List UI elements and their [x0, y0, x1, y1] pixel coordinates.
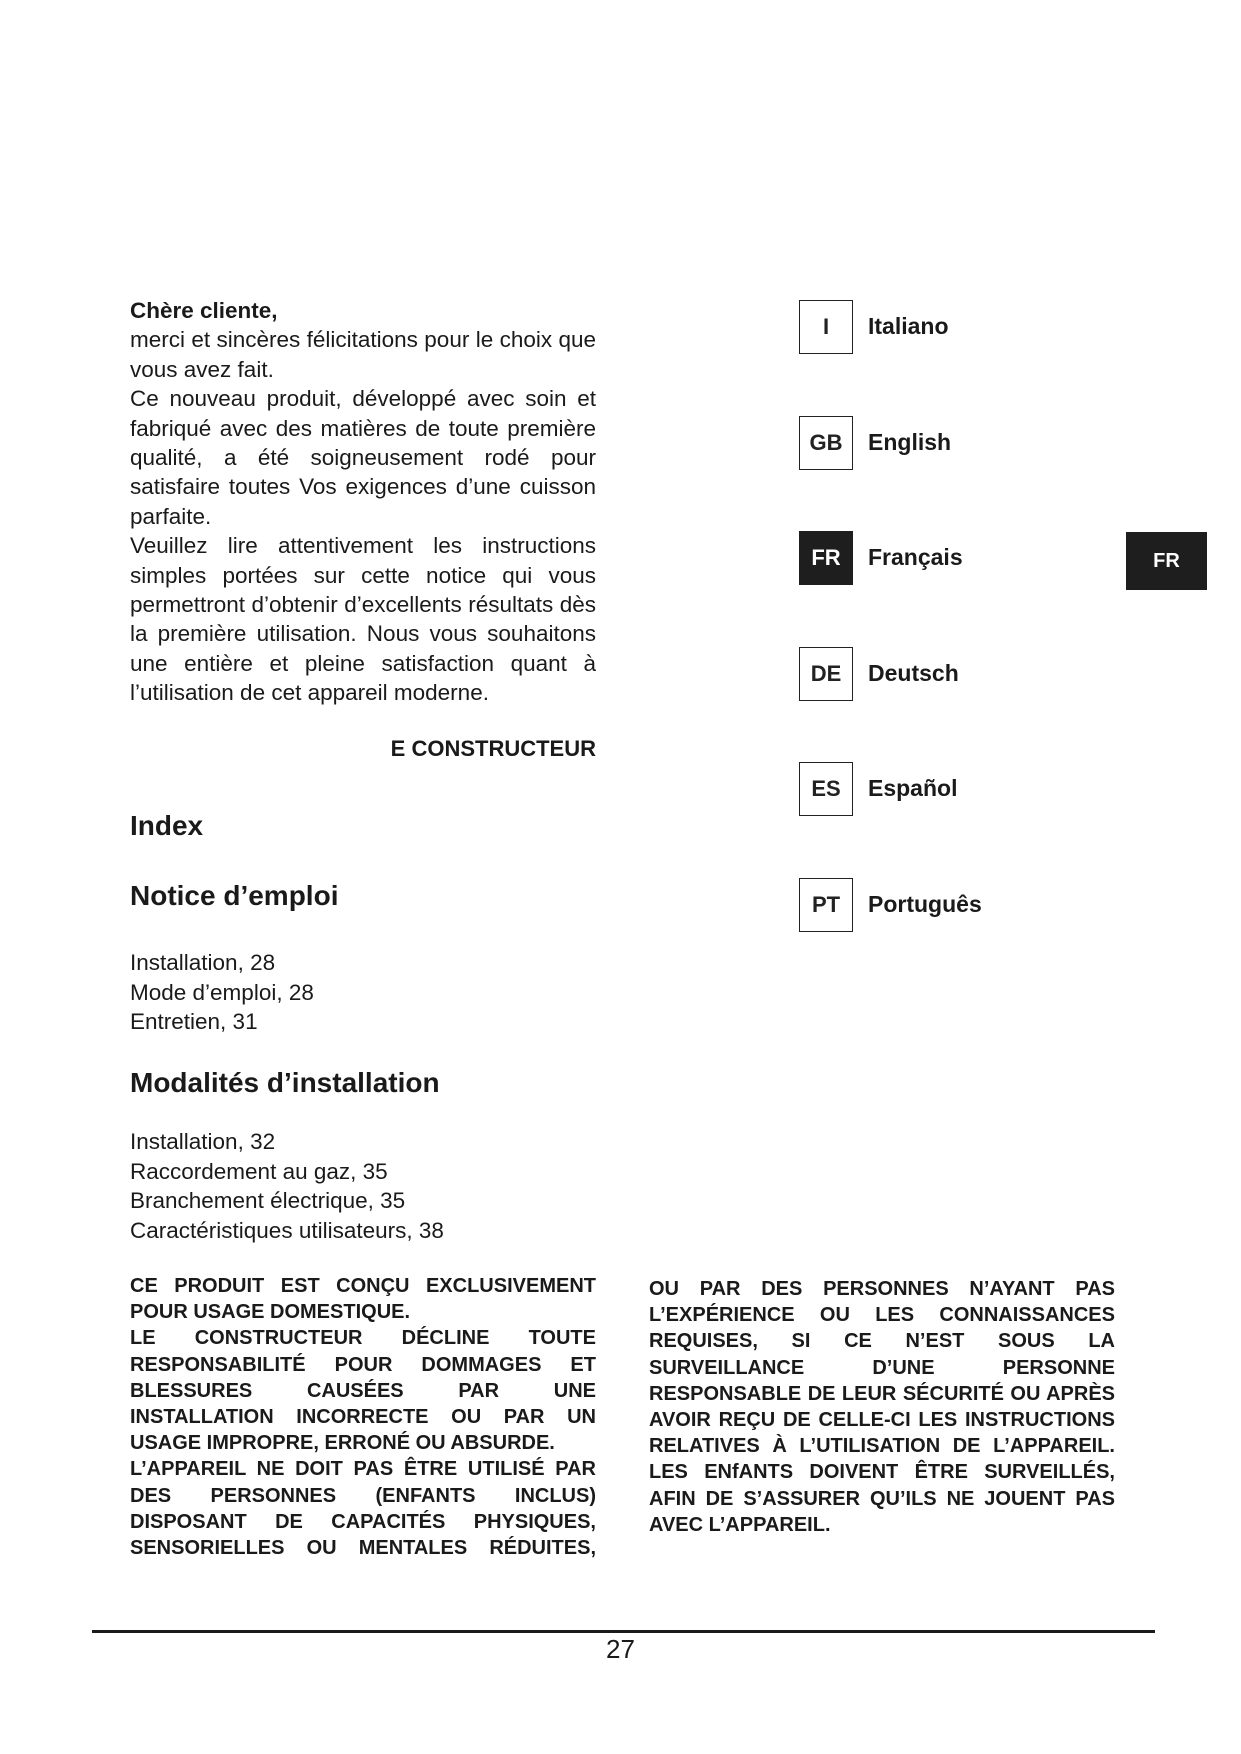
language-item-italiano[interactable]: [799, 300, 1219, 356]
language-code-box-active: FR: [799, 531, 853, 585]
language-name: Português: [868, 891, 982, 917]
page-number: 27: [606, 1634, 635, 1664]
safety-warning-left: [130, 1273, 596, 1561]
intro-letter: [130, 296, 596, 708]
toc-item[interactable]: Mode d’emploi, 28: [130, 979, 314, 1005]
language-name: Español: [868, 775, 958, 801]
language-code-box: DE: [799, 647, 853, 701]
modalites-title: Modalités d’installation: [130, 1067, 440, 1098]
intro-paragraph: Veuillez lire attentivement les instructions simples portées sur cette notice qui vous permettront d’obtenir d’excellents résultats dès la première utilisation. Nous vous souhaitons une entière et pleine satisfaction quant à l’utilisation de cet appareil moderne.: [130, 533, 596, 706]
toc-item[interactable]: Installation, 28: [130, 950, 276, 975]
toc-item[interactable]: Installation, 32: [130, 1129, 276, 1154]
greeting: Chère cliente,: [130, 298, 278, 323]
toc-item[interactable]: Branchement électrique, 35: [130, 1188, 406, 1213]
language-name: Français: [868, 544, 963, 570]
warning-paragraph: L’APPAREIL NE DOIT PAS ÊTRE UTILISÉ PAR DES PERSONNES (ENFANTS INCLUS) DISPOSANT DE CAPACITÉS PHYSIQUES, SENSORIELLES OU MENTALES RÉDUITES,: [130, 1458, 596, 1560]
toc-item[interactable]: Raccordement au gaz, 35: [130, 1158, 388, 1184]
safety-warning-right: [649, 1276, 1115, 1538]
language-name: Italiano: [868, 313, 949, 339]
language-name: Deutsch: [868, 660, 959, 686]
warning-paragraph: OU PAR DES PERSONNES N’AYANT PAS L’EXPÉRIENCE OU LES CONNAISSANCES REQUISES, SI CE N’EST SOUS LA SURVEILLANCE D’UNE PERSONNE RESPONSABLE DE LEUR SÉCURITÉ OU APRÈS AVOIR REÇU DE CELLE-CI LES INSTRUCTIONS RELATIVES À L’UTILISATION DE L’APPAREIL. LES ENfANTS DOIVENT ÊTRE SURVEILLÉS, AFIN DE S’ASSURER QU’ILS NE JOUENT PAS AVEC L’APPAREIL.: [649, 1278, 1115, 1536]
footer-divider: [92, 1630, 1155, 1633]
toc-item[interactable]: Entretien, 31: [130, 1009, 258, 1034]
language-code-box: PT: [799, 878, 853, 932]
intro-paragraph: merci et sincères félicitations pour le choix que vous avez fait.: [130, 327, 596, 382]
language-code-box: I: [799, 300, 853, 354]
side-language-tab: FR: [1126, 532, 1207, 590]
signature: E CONSTRUCTEUR: [390, 736, 596, 761]
notice-title: Notice d’emploi: [130, 880, 339, 911]
warning-paragraph: CE PRODUIT EST CONÇU EXCLUSIVEMENT POUR USAGE DOMESTIQUE.: [130, 1275, 596, 1324]
intro-paragraph: Ce nouveau produit, développé avec soin et fabriqué avec des matières de toute première qualité, a été soigneusement rodé pour satisfaire toutes Vos exigences d’une cuisson parfaite.: [130, 386, 596, 529]
language-item-espanol[interactable]: [799, 762, 1219, 818]
warning-paragraph: LE CONSTRUCTEUR DÉCLINE TOUTE RESPONSABILITÉ POUR DOMMAGES ET BLESSURES CAUSÉES PAR UNE INSTALLATION INCORRECTE OU PAR UN USAGE IMPROPRE, ERRONÉ OU ABSURDE.: [130, 1327, 596, 1455]
language-item-portugues[interactable]: [799, 878, 1219, 934]
modalites-toc: [130, 1127, 444, 1245]
language-code-box: GB: [799, 416, 853, 470]
language-item-deutsch[interactable]: [799, 647, 1219, 703]
language-name: English: [868, 429, 952, 455]
index-title: Index: [130, 810, 204, 841]
language-item-english[interactable]: [799, 416, 1219, 472]
language-code-box: ES: [799, 762, 853, 816]
notice-toc: [130, 948, 314, 1037]
toc-item[interactable]: Caractéristiques utilisateurs, 38: [130, 1217, 444, 1243]
